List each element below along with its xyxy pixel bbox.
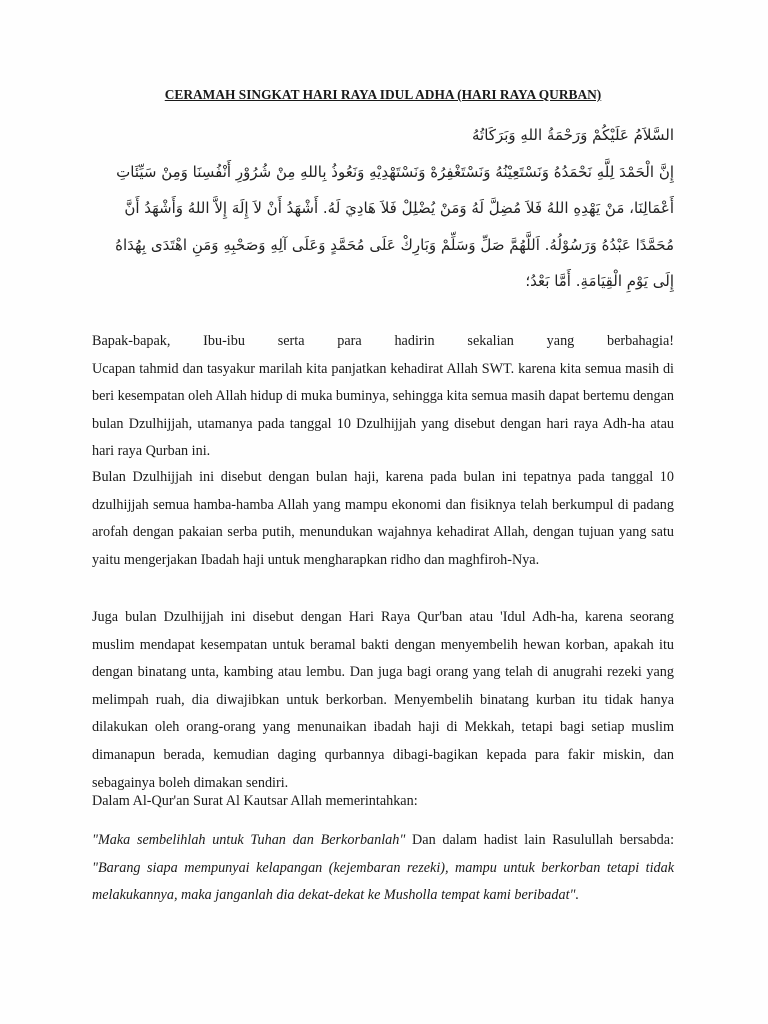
arabic-line-amma-badu: إِلَى يَوْمِ الْقِيَامَةِ. أَمَّا بَعْدُ؛ (525, 272, 674, 290)
paragraph-greeting (92, 328, 674, 466)
greeting-line: Bapak-bapak, Ibu-ibu serta para hadirin sekalian yang berbahagia! (92, 333, 674, 349)
hadith-quote: "Barang siapa mempunyai kelapangan (kejembaran rezeki), mampu untuk berkorban tetapi tidak melakukannya, maka janganlah dia dekat-dekat ke Musholla tempat kami beribadat". (92, 859, 674, 904)
document-title: CERAMAH SINGKAT HARI RAYA IDUL ADHA (HARI RAYA QURBAN) (164, 87, 602, 102)
arabic-line-hidayah: أَعْمَالِنَا، مَنْ يَهْدِهِ اللهُ فَلاَ مُضِلَّ لَهُ وَمَنْ يُضْلِلْ فَلاَ هَادِيَ لَهُ. أَشْهَدُ أَنْ لاَ إِلَهَ إِلاَّ اللهُ وَأَشْهَدُ أَنَّ (124, 199, 674, 217)
paragraph-hari-raya-qurban: Juga bulan Dzulhijjah ini disebut dengan Hari Raya Qur'ban atau 'Idul Adh-ha, karena seorang muslim mendapat kesempatan untuk beramal bakti dengan menyembelih hewan korban, apakah itu dengan binatang unta, kambing atau lembu. Dan juga bagi orang yang telah di anugrahi rezeki yang melimpah ruah, dia diwajibkan untuk berkorban. Menyembelih binatang kurban itu tidak hanya dilakukan oleh orang-orang yang menunaikan ibadah haji di Mekkah, tetapi bagi setiap muslim dimanapun berada, kemudian daging qurbannya dibagi-bagikan kepada para fakir miskin, dan sebagainya boleh dimakan sendiri. (92, 609, 674, 791)
paragraph-dzulhijjah-haji: Bulan Dzulhijjah ini disebut dengan bulan haji, karena pada bulan ini tepatnya pada tanggal 10 dzulhijjah semua hamba-hamba Allah yang mampu ekonomi dan fisiknya telah berkumpul di padang arofah dengan pakaian serba putih, menundukan wajahnya kehadirat Allah, dengan tujuan yang satu yaitu mengerjakan Ibadah haji untuk mengharapkan ridho dan maghfiroh-Nya. (92, 469, 674, 568)
hadith-intro: Dan dalam hadist lain Rasulullah bersabda: (405, 832, 675, 848)
paragraph-al-kautsar-intro: Dalam Al-Qur'an Surat Al Kautsar Allah memerintahkan: (92, 793, 418, 809)
arabic-line-shalawat: مُحَمَّدًا عَبْدُهُ وَرَسُوْلُهُ. اَللَّهُمَّ صَلِّ وَسَلِّمْ وَبَارِكْ عَلَى مُحَمَّدٍ وَعَلَى آلِهِ وَصَحْبِهِ وَمَنِ اهْتَدَى بِهُدَاهُ (115, 235, 674, 254)
quran-quote: "Maka sembelihlah untuk Tuhan dan Berkorbanlah" (92, 832, 406, 848)
greeting-body: Ucapan tahmid dan tasyakur marilah kita panjatkan kehadirat Allah SWT. karena kita semua masih di beri kesempatan oleh Allah hidup di muka buminya, sehingga kita semua masih dapat bertemu dengan bulan Dzulhijjah, utamanya pada tanggal 10 Dzulhijjah yang disebut dengan hari raya Adh-ha atau hari raya Qurban ini. (92, 360, 674, 460)
arabic-opening (92, 117, 674, 300)
arabic-line-salam: السَّلاَمُ عَلَيْكُمْ وَرَحْمَةُ اللهِ وَبَرَكَاتُهُ (472, 126, 674, 144)
arabic-line-hamdalah: إِنَّ الْحَمْدَ لِلَّهِ نَحْمَدُهُ وَنَسْتَعِيْنُهُ وَنَسْتَغْفِرُهْ وَنَسْتَهْدِيْهِ وَنَعُوذُ بِاللهِ مِنْ شُرُوْرِ أَنْفُسِنَا وَمِنْ سَيِّئَاتِ (116, 162, 674, 181)
paragraph-quotes (92, 827, 674, 910)
